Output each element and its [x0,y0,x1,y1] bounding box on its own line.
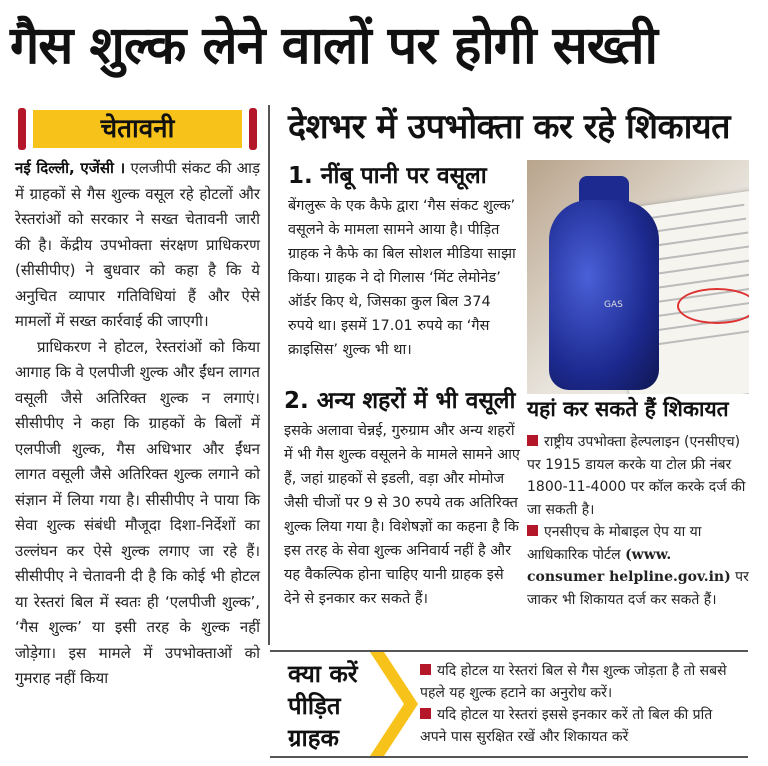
complaint-item-2-text: एनसीएच के मोबाइल ऐप या या आधिकारिक पोर्टल [527,524,702,563]
paragraph-2: प्राधिकरण ने होटल, रेस्तरांओं को किया आगाह कि वे एलपीजी शुल्क और ईंधन लागत वसूली जैसे अतिरिक्त शुल्क न लगाएं। सीसीपीए ने कहा कि ग्राहकों के बिलों में एलपीजी शुल्क, गैस अधिभार और ईंधन लागत वसूली जैसे अतिरिक्त शुल्क लगाने को संज्ञान में लिया गया है। सीसीपीए ने पाया कि सेवा शुल्क संबंधी मौजूदा दिशा-निर्देशों का उल्लंघन कर ऐसे शुल्क लगाए जा रहे हैं। सीसीपीए ने चेतावनी दी है कि कोई भी होटल या रेस्तरां बिल में स्वतः ही ‘एलपीजी शुल्क’, ‘गैस शुल्क’ या इसी तरह के शुल्क नहीं जोड़ेगा। इस मामले में उपभोक्ताओं को गुमराह नहीं किया [15,337,260,687]
gas-cylinder-photo [527,160,749,394]
section-1-heading: 1. नींबू पानी पर वसूला [288,163,487,189]
tip-1 [420,660,740,704]
paragraph-1-text: एलजीपी संकट की आड़ में ग्राहकों से गैस शुल्क वसूल रहे होटलों और रेस्तरांओं को सरकार ने सख्त चेतावनी जारी की है। केंद्रीय उपभोक्ता संरक्षण प्राधिकरण (सीसीपीए) ने बुधवार को कहा है कि ये अनुचित व्यापार गतिविधियां हैं और ऐसे मामलों में सख्त कार्रवाई की जाएगी। [15,159,260,330]
tip-2 [420,704,740,748]
section-1 [288,158,518,362]
warning-badge [15,108,260,150]
gas-cylinder [549,200,659,390]
bullet-icon [527,435,538,446]
complaint-heading: यहां कर सकते हैं शिकायत [527,397,729,421]
subheadline: देशभर में उपभोक्ता कर रहे शिकायत [288,107,730,147]
complaint-item-1-text: राष्ट्रीय उपभोक्ता हेल्पलाइन (एनसीएच) पर 1915 डायल करके या टोल फ्री नंबर 1800-11-4000 पर कॉल करके दर्ज की जा सकती है। [527,434,746,518]
section-2-text: इसके अलावा चेन्नई, गुरुग्राम और अन्य शहरों में भी गैस शुल्क वसूलने के मामले सामने आए हैं, जहां ग्राहकों से इडली, वड़ा और मोमोज जैसी चीजों पर 9 से 30 रुपये तक अतिरिक्त शुल्क लिया गया है। विशेषज्ञों का कहना है कि इस तरह के सेवा शुल्क अनिवार्य नहीं है और यह वैकल्पिक होना चाहिए यानी ग्राहक इसे देने से इनकार कर सकते हैं। [284,423,520,607]
what-to-do-title [288,658,358,754]
title-line-2: पीड़ित [288,692,341,720]
paragraph-1 [15,156,260,335]
dateline: नई दिल्ली, एजेंसी । [15,159,126,177]
badge-bar-left [18,108,26,150]
tip-1-text: यदि होटल या रेस्तरां बिल से गैस शुल्क जोड़ता है तो सबसे पहले यह शुल्क हटाने का अनुरोध करें। [420,663,727,701]
badge-label: चेतावनी [33,110,242,148]
title-line-1: क्या करें [288,660,358,688]
complaint-item-2-end: पर जाकर भी शिकायत दर्ज कर सकते हैं। [527,569,749,608]
title-line-3: ग्राहक [288,724,339,752]
tip-2-text: यदि होटल या रेस्तरां इससे इनकार करें तो बिल की प्रति अपने पास सुरक्षित रखें और शिकायत करें [420,707,713,745]
bill-highlight-circle [677,288,749,324]
complaint-box [527,395,752,611]
section-2-heading: 2. अन्य शहरों में भी वसूली [284,388,516,414]
bullet-icon [420,708,431,719]
bullet-icon [527,525,538,536]
complaint-item-1 [527,431,752,521]
left-column [15,108,260,692]
what-to-do-box [270,650,748,758]
badge-bar-right [249,108,257,150]
headline: गैस शुल्क लेने वालों पर होगी सख्ती [10,16,657,76]
portal-url: (www. consumer helpline.gov.in) [527,546,731,585]
column-divider [268,105,270,645]
section-2 [284,383,524,611]
cylinder-label: GAS [604,300,623,310]
tips-list [420,660,740,748]
complaint-item-2 [527,521,752,611]
chevron-icon [370,652,420,756]
section-1-text: बेंगलुरू के एक कैफे द्वारा ‘गैस संकट शुल्क’ वसूलने के मामला सामने आया है। पीड़ित ग्राहक ने कैफे का बिल सोशल मीडिया साझा किया। ग्राहक ने दो गिलास ‘मिंट लेमोनेड’ ऑर्डर किए थे, जिसका कुल बिल 374 रुपये था। इसमें 17.01 रुपये का ‘गैस क्राइसिस’ शुल्क भी था। [288,198,516,358]
bullet-icon [420,664,431,675]
